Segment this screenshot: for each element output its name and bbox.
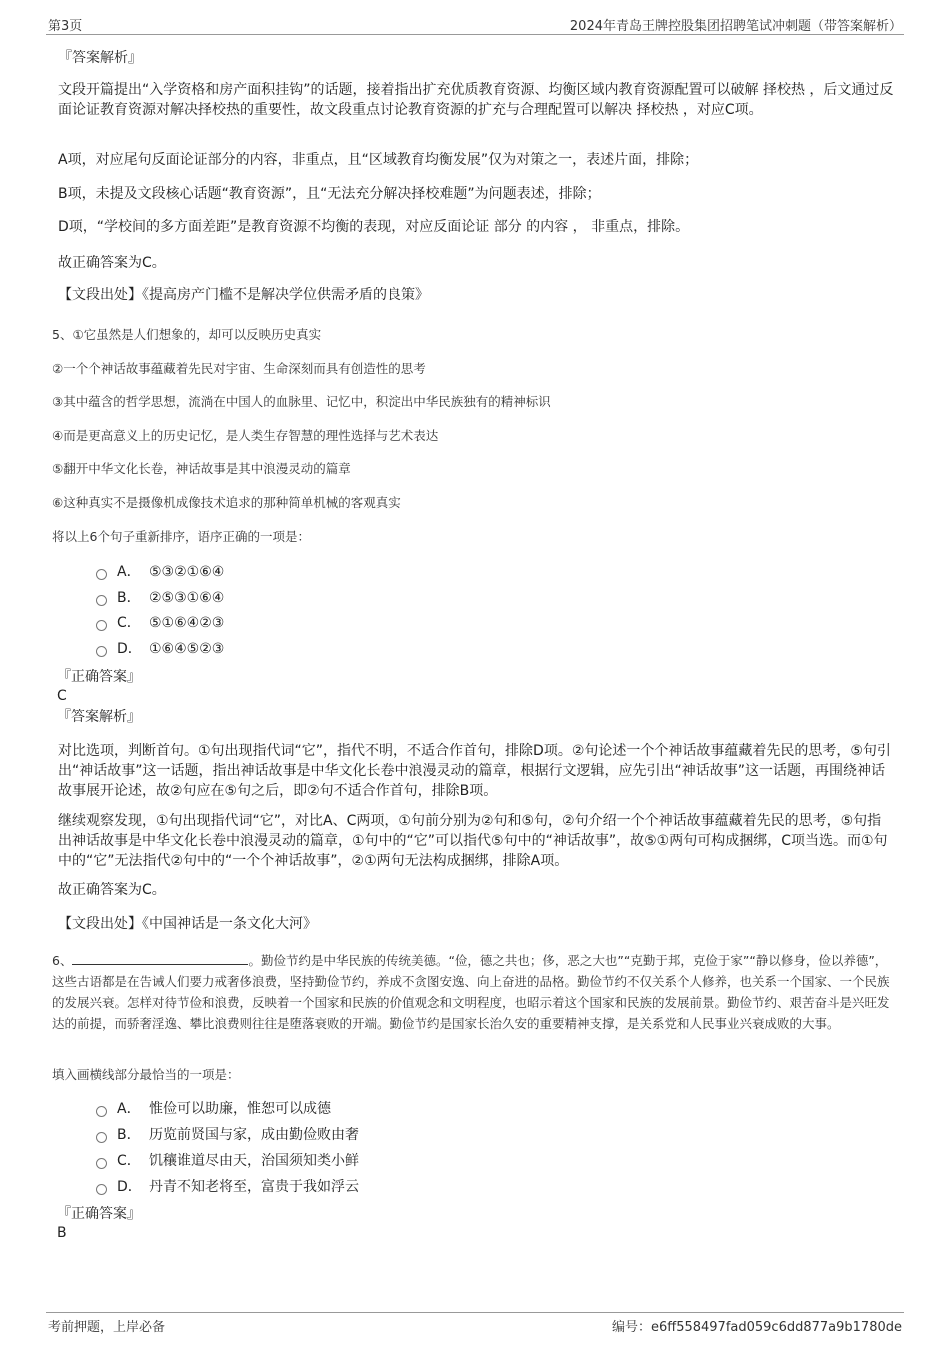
q5-answer-label: 『正确答案』 xyxy=(57,669,141,685)
q6-option-a[interactable] xyxy=(96,1099,331,1119)
radio-icon[interactable] xyxy=(96,1158,107,1169)
q6-prompt: 填入画横线部分最恰当的一项是： xyxy=(52,1067,240,1082)
page-header xyxy=(46,14,904,35)
q5-line-4: ④而是更高意义上的历史记忆，是人类生存智慧的理性选择与艺术表达 xyxy=(52,428,439,443)
footer-slogan: 考前押题，上岸必备 xyxy=(48,1320,166,1335)
q6-blank-line xyxy=(72,952,248,965)
option-text: 饥穰谁道尽由天，治国须知类小鲜 xyxy=(149,1153,359,1169)
q5-source: 【文段出处】《中国神话是一条文化大河》 xyxy=(58,916,317,932)
q6-option-b[interactable] xyxy=(96,1125,359,1145)
q6-stem xyxy=(52,950,894,1034)
page-number: 第3页 xyxy=(48,19,83,34)
q5-answer: C xyxy=(57,688,67,704)
document-code: 编号：e6ff558497fad059c6dd877a9b1780de xyxy=(611,1320,902,1335)
q5-analysis-para-2: 继续观察发现，①句出现指代词“它”，对比A、C两项，①句前分别为②句和⑤句，②句介绍一个个神话故事蕴藏着先民的思考，⑤句指出神话故事是中华文化长卷中浪漫灵动的篇章，①句中的“它”可以指代⑤句中的“神话故事”，故⑤①两句可构成捆绑，C项当选。而①句中的“它”无法指代②句中的“一个个神话故事”，②①两句无法构成捆绑，排除A项。 xyxy=(58,813,888,869)
option-letter: A． xyxy=(117,1101,141,1117)
option-letter: B． xyxy=(117,590,141,606)
option-letter: C． xyxy=(117,1153,141,1169)
q5-option-b[interactable] xyxy=(96,588,224,608)
radio-icon[interactable] xyxy=(96,1132,107,1143)
q5-line-3: ③其中蕴含的哲学思想，流淌在中国人的血脉里、记忆中，积淀出中华民族独有的精神标识 xyxy=(52,394,551,409)
option-text: ②⑤③①⑥④ xyxy=(149,590,225,606)
q5-conclusion: 故正确答案为C。 xyxy=(58,882,166,898)
option-text: ⑤①⑥④②③ xyxy=(149,615,225,631)
q5-analysis-para-1: 对比选项，判断首句。①句出现指代词“它”，指代不明，不适合作首句，排除D项。②句论述一个个神话故事蕴藏着先民的思考，⑤句引出“神话故事”这一话题，指出神话故事是中华文化长卷中浪漫灵动的篇章，根据行文逻辑，应先引出“神话故事”这一话题，再围绕神话故事展开论述，故②句应在⑤句之后，即②句不适合作首句，排除B项。 xyxy=(58,743,891,799)
q5-analysis-label: 『答案解析』 xyxy=(57,709,141,725)
page-footer xyxy=(46,1312,904,1333)
q6-answer: B xyxy=(57,1225,67,1241)
radio-icon[interactable] xyxy=(96,595,107,606)
q5-option-a[interactable] xyxy=(96,562,224,582)
option-text: 丹青不知老将至，富贵于我如浮云 xyxy=(149,1179,359,1195)
option-text: ⑤③②①⑥④ xyxy=(149,564,225,580)
option-letter: D． xyxy=(117,1179,142,1195)
q4-analysis-label: 『答案解析』 xyxy=(58,50,142,66)
q6-number: 6、 xyxy=(52,953,73,968)
q4-analysis-para-1: 文段开篇提出“入学资格和房产面积挂钩”的话题，接着指出扩充优质教育资源、均衡区域内教育资源配置可以破解 择校热 ，后文通过反面论证教育资源对解决择校热的重要性，故文段重点讨论教育资源的扩充与合理配置可以解决 择校热 ，对应C项。 xyxy=(58,82,894,118)
q5-line-6: ⑥这种真实不是摄像机成像技术追求的那种简单机械的客观真实 xyxy=(52,495,401,510)
option-text: 历览前贤国与家，成由勤俭败由奢 xyxy=(149,1127,359,1143)
q4-analysis-para-2: A项，对应尾句反面论证部分的内容，非重点，且“区域教育均衡发展”仅为对策之一，表述片面，排除； xyxy=(58,152,699,168)
option-letter: B． xyxy=(117,1127,141,1143)
q5-option-c[interactable] xyxy=(96,613,224,633)
radio-icon[interactable] xyxy=(96,569,107,580)
q5-prompt: 将以上6个句子重新排序，语序正确的一项是： xyxy=(52,529,310,544)
radio-icon[interactable] xyxy=(96,620,107,631)
radio-icon[interactable] xyxy=(96,646,107,657)
q5-line-1: 5、①它虽然是人们想象的，却可以反映历史真实 xyxy=(52,327,322,342)
option-letter: D． xyxy=(117,641,142,657)
q5-line-5: ⑤翻开中华文化长卷，神话故事是其中浪漫灵动的篇章 xyxy=(52,461,351,476)
q6-answer-label: 『正确答案』 xyxy=(57,1206,141,1222)
option-letter: A． xyxy=(117,564,141,580)
document-title: 2024年青岛王牌控股集团招聘笔试冲刺题（带答案解析） xyxy=(569,19,902,34)
q4-source: 【文段出处】《提高房产门槛不是解决学位供需矛盾的良策》 xyxy=(58,287,429,303)
option-letter: C． xyxy=(117,615,141,631)
q6-option-c[interactable] xyxy=(96,1151,359,1171)
q4-analysis-para-3: B项，未提及文段核心话题“教育资源”，且“无法充分解决择校难题”为问题表述，排除； xyxy=(58,186,601,202)
option-text: ①⑥④⑤②③ xyxy=(149,641,225,657)
q6-option-d[interactable] xyxy=(96,1177,359,1197)
radio-icon[interactable] xyxy=(96,1106,107,1117)
q4-conclusion: 故正确答案为C。 xyxy=(58,255,166,271)
q4-analysis-para-4: D项，“学校间的多方面差距”是教育资源不均衡的表现，对应反面论证 部分 的内容 ， 非重点，排除。 xyxy=(58,219,690,235)
q5-option-d[interactable] xyxy=(96,639,224,659)
option-text: 惟俭可以助廉，惟恕可以成德 xyxy=(149,1101,331,1117)
q5-line-2: ②一个个神话故事蕴藏着先民对宇宙、生命深刻而具有创造性的思考 xyxy=(52,361,426,376)
radio-icon[interactable] xyxy=(96,1184,107,1195)
q6-stem-text: 。勤俭节约是中华民族的传统美德。“俭，德之共也；侈，恶之大也”“克勤于邦，克俭于家”“静以修身，俭以养德”，这些古语都是在告诫人们要力戒奢侈浪费，坚持勤俭节约，养成不贪图安逸、向上奋进的品格。勤俭节约不仅关系个人修养，也关系一个国家、一个民族的发展兴衰。怎样对待节俭和浪费，反映着一个国家和民族的价值观念和文明程度，也昭示着这个国家和民族的发展前景。勤俭节约、艰苦奋斗是兴旺发达的前提，而骄奢淫逸、攀比浪费则往往是堕落衰败的开端。勤俭节约是国家长治久安的重要精神支撑，是关系党和人民事业兴衰成败的大事。 xyxy=(52,953,890,1031)
